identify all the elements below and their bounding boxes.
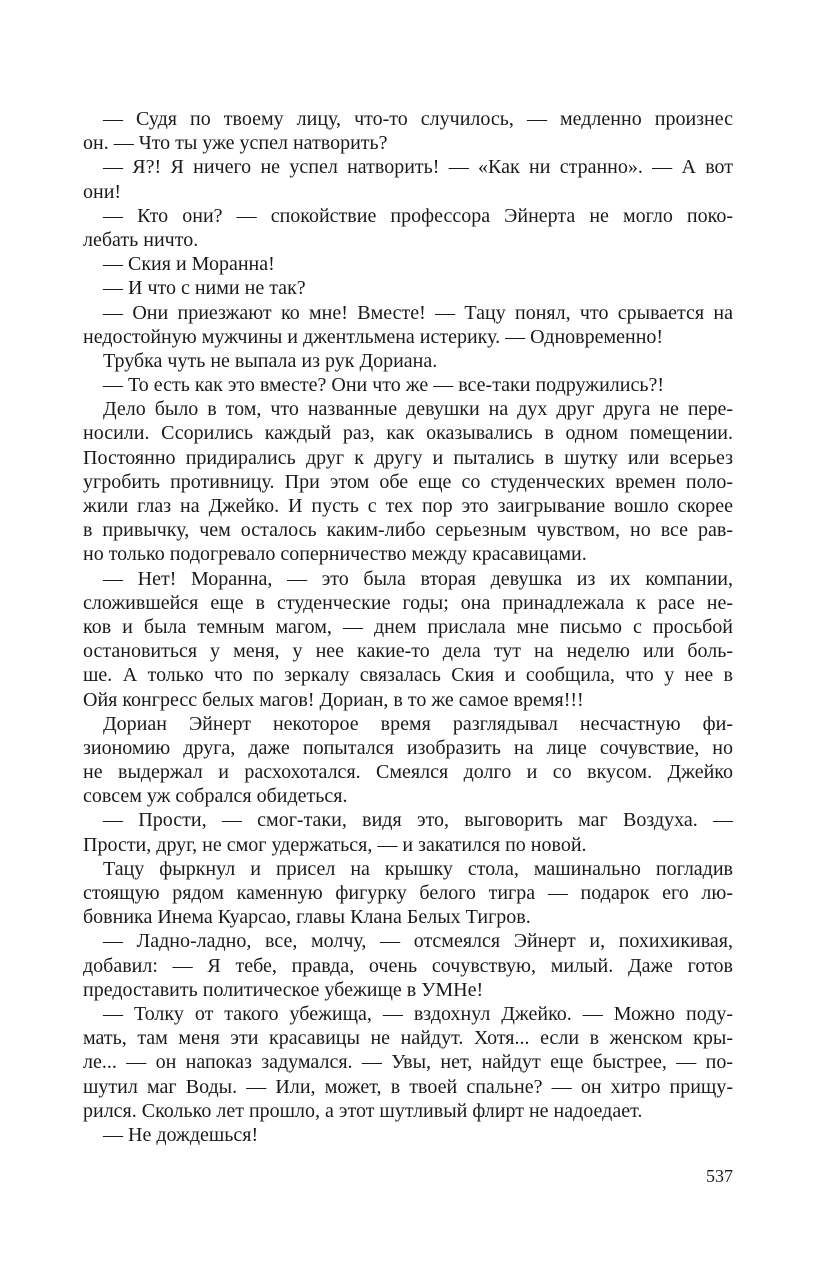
text-line: не выдержал и расхохотался. Смеялся долго и со вкусом. Джейко [83,761,733,784]
text-line: — Кто они? — спокойствие профессора Эйнерта не могло поко- [103,204,733,227]
text-line: добавил: — Я тебе, правда, очень сочувствую, милый. Даже готов [83,954,733,977]
text-line: в привычку, чем осталось каким-либо серьезным чувством, но все рав- [83,519,733,542]
text-line: — Прости, — смог-таки, видя это, выговорить маг Воздуха. — [103,809,733,832]
text-line: Дориан Эйнерт некоторое время разглядывал несчастную фи- [103,712,733,735]
text-line: Ойя конгресс белых магов! Дориан, в то же самое время!!! [83,688,584,711]
text-line: ше. А только что по зеркалу связалась Ския и сообщила, что у нее в [83,664,733,687]
text-line: но только подогревало соперничество между красавицами. [83,543,587,566]
text-line: — Я?! Я ничего не успел натворить! — «Как ни странно». — А вот [103,156,733,179]
text-line: — Толку от такого убежища, — вздохнул Джейко. — Можно поду- [103,1002,733,1025]
text-line: — Нет! Моранна, — это была вторая девушка из их компании, [103,567,733,590]
text-line: — Не дождешься! [103,1123,259,1146]
body-text [83,107,733,1147]
page-number: 537 [706,1166,733,1186]
text-line: ле... — он напоказ задумался. — Увы, нет, найдут еще быстрее, — по- [83,1051,733,1074]
text-line: Прости, друг, не смог удержаться, — и закатился по новой. [83,833,587,856]
text-line: — Ския и Моранна! [103,253,275,276]
text-line: бовника Инема Куарсао, главы Клана Белых Тигров. [83,906,531,929]
text-line: остановиться у меня, у нее какие-то дела тут на неделю или боль- [83,640,733,663]
text-line: — И что с ними не так? [103,277,306,300]
text-line: Постоянно придирались друг к другу и пытались в шутку или всерьез [83,446,733,469]
text-line: лебать ничто. [83,228,199,251]
text-line: жили глаз на Джейко. И пусть с тех пор это заигрывание вошло скорее [83,495,733,517]
text-line: ков и была темным магом, — днем прислала мне письмо с просьбой [83,615,733,638]
text-line: рился. Сколько лет прошло, а этот шутливый флирт не надоедает. [83,1099,643,1122]
text-line: предоставить политическое убежище в УМНе! [83,978,484,1001]
text-line: мать, там меня эти красавицы не найдут. Хотя... если в женском кры- [83,1027,733,1050]
text-line: угробить противницу. При этом обе еще со студенческих времен поло- [83,470,733,493]
text-line: он. — Что ты уже успел натворить? [83,132,388,155]
text-line: Трубка чуть не выпала из рук Дориана. [103,349,438,372]
text-line: шутил маг Воды. — Или, может, в твоей спальне? — он хитро прищу- [83,1075,733,1098]
text-line: — То есть как это вместе? Они что же — все-таки подружились?! [103,374,664,397]
text-line: Дело было в том, что названные девушки на дух друг друга не пере- [103,398,733,421]
text-line: носили. Ссорились каждый раз, как оказывались в одном помещении. [83,422,733,445]
text-line: они! [83,180,122,203]
text-line: — Они приезжают ко мне! Вместе! — Тацу понял, что срывается на [103,301,733,324]
text-line: Тацу фыркнул и присел на крышку стола, машинально погладив [103,857,733,880]
text-line: стоящую рядом каменную фигурку белого тигра — подарок его лю- [83,882,733,904]
text-line: — Судя по твоему лицу, что-то случилось, — медленно произнес [103,108,733,130]
text-line: недостойную мужчины и джентльмена истерику. — Одновременно! [83,325,664,348]
text-line: сложившейся еще в студенческие годы; она принадлежала к расе не- [83,591,733,614]
text-line: — Ладно-ладно, все, молчу, — отсмеялся Эйнерт и, похихикивая, [103,930,733,953]
text-line: совсем уж собрался обидеться. [83,785,348,808]
text-line: зиономию друга, даже попытался изобразить на лице сочувствие, но [83,736,733,759]
